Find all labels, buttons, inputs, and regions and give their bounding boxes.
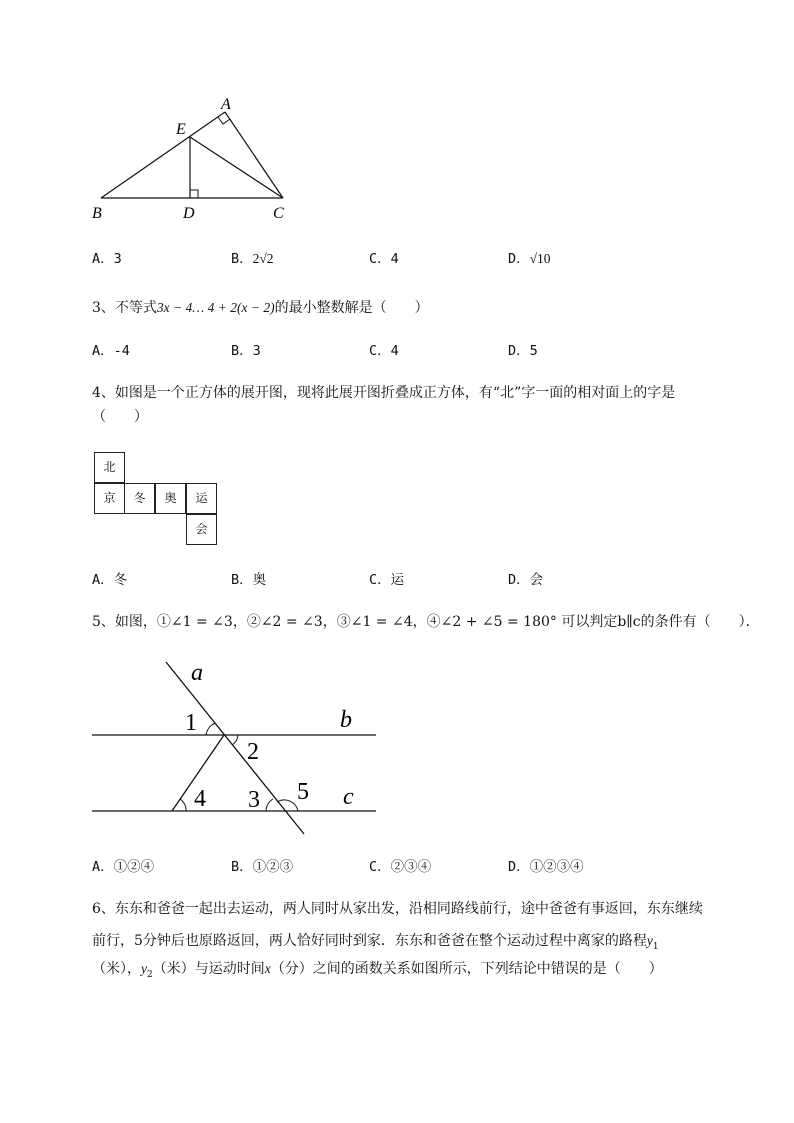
q2-option-d-math: √10 <box>529 251 551 266</box>
label-angle-3: 3 <box>248 787 260 813</box>
question-6-line2 <box>92 932 659 956</box>
label-d: D <box>183 205 195 222</box>
question-6-line3 <box>92 960 663 984</box>
angle-3-arc <box>266 799 273 811</box>
parallel-lines-figure <box>88 650 388 840</box>
q6-line3-suffix: （分）之间的函数关系如图所示，下列结论中错误的是（ ） <box>270 961 663 977</box>
triangle-figure <box>80 90 310 230</box>
q3-option-b[interactable] <box>231 342 261 360</box>
right-angle-mark-d <box>190 190 198 198</box>
label-angle-5: 5 <box>297 779 309 805</box>
question-5: 5、如图，①∠1 = ∠3，②∠2 = ∠3，③∠1 = ∠4，④∠2 + ∠5 = 180° 可以判定b∥c的条件有（ ）． <box>92 614 760 630</box>
q2-option-b-math: 2√2 <box>252 251 274 266</box>
net-cell-ao: 奥 <box>155 483 186 514</box>
q5-option-c-text: C．②③④ <box>369 859 432 875</box>
q6-line2-prefix: 前行，5分钟后也原路返回，两人恰好同时到家．东东和爸爸在整个运动过程中离家的路程 <box>92 933 647 949</box>
q2-option-b[interactable] <box>231 250 274 268</box>
q5-option-c[interactable] <box>369 858 431 876</box>
net-cell-dong: 冬 <box>124 483 155 514</box>
q5-option-b[interactable] <box>231 858 293 876</box>
q5-option-b-text: B．①②③ <box>231 859 294 875</box>
q3-prefix: 3、不等式 <box>92 300 157 316</box>
segment-ac <box>225 112 283 198</box>
q6-var-y1: y <box>646 933 653 948</box>
question-3 <box>92 299 429 317</box>
angle-5-arc <box>277 800 298 811</box>
q4-option-d-text: D．会 <box>508 572 544 588</box>
label-b: B <box>92 205 102 222</box>
segment-ba <box>101 112 225 198</box>
q2-option-d-prefix: D． <box>508 251 530 267</box>
label-angle-1: 1 <box>185 710 197 736</box>
question-4-line2: （ ） <box>92 409 148 425</box>
label-c: C <box>273 205 284 222</box>
q6-var-y1-sub: 1 <box>652 941 659 952</box>
label-e: E <box>176 121 186 138</box>
segment-ec <box>190 137 283 198</box>
q4-option-c[interactable] <box>369 571 404 589</box>
question-4-line1: 4、如图是一个正方体的展开图，现将此展开图折叠成正方体，有“北”字一面的相对面上的字是 <box>92 385 676 401</box>
label-line-c: c <box>343 784 354 810</box>
q4-option-b-text: B．奥 <box>231 572 267 588</box>
q6-line3-mid: （米）与运动时间 <box>152 961 265 977</box>
q3-option-a[interactable] <box>92 342 130 360</box>
question-6-line1: 6、东东和爸爸一起出去运动，两人同时从家出发，沿相同路线前行，途中爸爸有事返回，东东继续 <box>92 901 703 917</box>
q2-option-a[interactable] <box>92 250 122 268</box>
label-angle-4: 4 <box>194 786 206 812</box>
q5-option-a-text: A．①②④ <box>92 859 155 875</box>
q4-option-a[interactable] <box>92 571 127 589</box>
q2-option-a-text: A．3 <box>92 251 122 267</box>
q5-option-a[interactable] <box>92 858 154 876</box>
label-line-a: a <box>191 660 203 686</box>
q3-option-a-text: A．-4 <box>92 343 130 359</box>
angle-2-arc <box>232 735 238 745</box>
cube-net <box>94 452 218 545</box>
right-angle-mark-a <box>218 117 230 124</box>
angle-4-arc <box>180 799 186 811</box>
q4-option-d[interactable] <box>508 571 543 589</box>
net-cell-yun: 运 <box>186 483 217 514</box>
q5-option-d[interactable] <box>508 858 584 876</box>
q6-line3-prefix: （米）， <box>92 961 141 977</box>
label-line-b: b <box>340 707 352 733</box>
q6-var-x: x <box>264 961 271 976</box>
q3-inequality: 3x − 4… 4 + 2(x − 2) <box>156 300 275 315</box>
q4-option-b[interactable] <box>231 571 266 589</box>
net-cell-jing: 京 <box>94 483 125 514</box>
q2-option-b-prefix: B． <box>231 251 253 267</box>
net-cell-hui: 会 <box>186 514 217 545</box>
q3-option-c[interactable] <box>369 342 399 360</box>
q6-var-y2-sub: 2 <box>147 969 153 980</box>
q4-option-a-text: A．冬 <box>92 572 128 588</box>
q3-option-d-text: D．5 <box>508 343 538 359</box>
label-a: A <box>221 96 231 113</box>
q3-suffix: 的最小整数解是（ ） <box>274 300 429 316</box>
q2-option-c[interactable] <box>369 250 399 268</box>
q6-var-y2: y <box>141 961 147 976</box>
q3-option-b-text: B．3 <box>231 343 261 359</box>
angle-1-arc <box>206 723 215 735</box>
line-a <box>166 662 304 834</box>
q3-option-d[interactable] <box>508 342 538 360</box>
label-angle-2: 2 <box>247 739 259 765</box>
q2-option-c-text: C．4 <box>369 251 399 267</box>
net-cell-bei: 北 <box>94 452 125 483</box>
q2-option-d[interactable] <box>508 250 551 268</box>
q5-option-d-text: D．①②③④ <box>508 859 584 875</box>
q3-option-c-text: C．4 <box>369 343 399 359</box>
q4-option-c-text: C．运 <box>369 572 405 588</box>
